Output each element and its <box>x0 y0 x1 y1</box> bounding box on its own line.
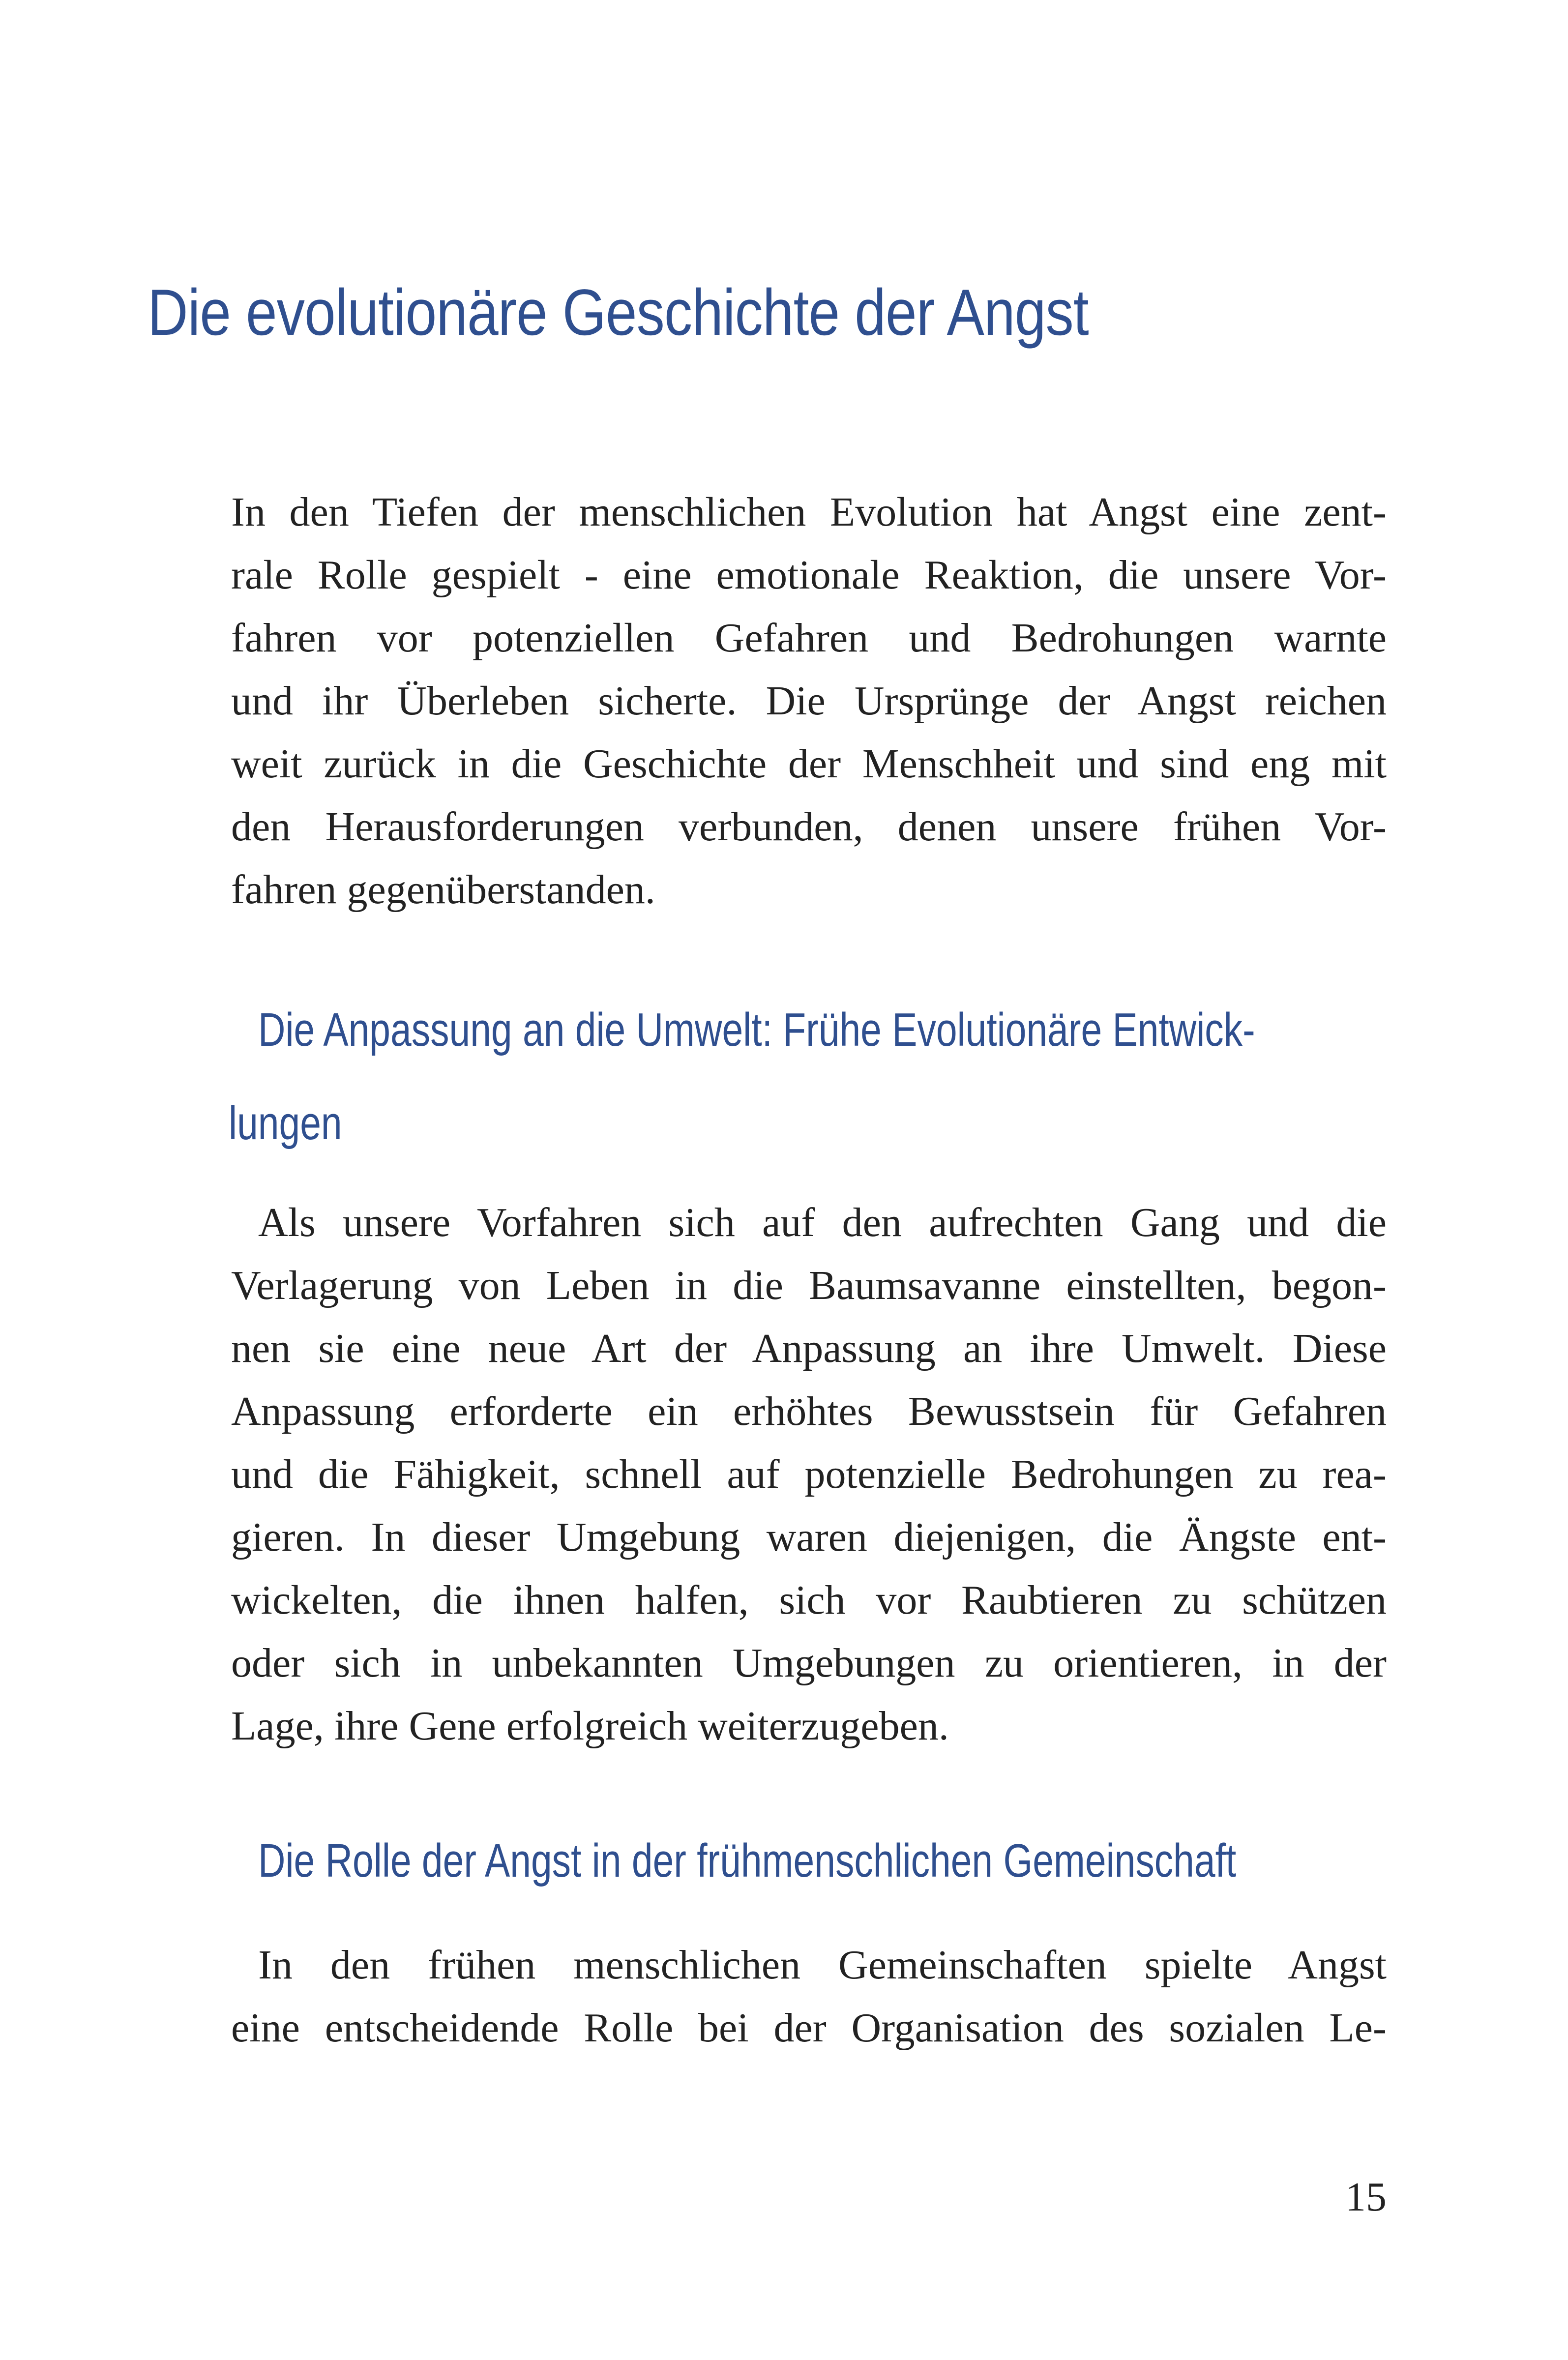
text-line: wickelten, die ihnen halfen, sich vor Raubtieren zu schützen <box>231 1577 1387 1623</box>
page-number: 15 <box>1345 2174 1387 2220</box>
chapter-title: Die evolutionäre Geschichte der Angst <box>148 276 1089 349</box>
section-heading-environment-cont: lungen <box>229 1097 342 1150</box>
text-line: Als unsere Vorfahren sich auf den aufrechten Gang und die <box>258 1200 1387 1245</box>
text-line: weit zurück in die Geschichte der Menschheit und sind eng mit <box>231 741 1387 787</box>
section-heading-environment: Die Anpassung an die Umwelt: Frühe Evolutionäre Entwick- <box>258 1003 1255 1056</box>
text-line: den Herausforderungen verbunden, denen unsere frühen Vor- <box>231 804 1387 850</box>
text-line: rale Rolle gespielt - eine emotionale Reaktion, die unsere Vor- <box>231 552 1387 598</box>
text-line: gieren. In dieser Umgebung waren diejenigen, die Ängste ent- <box>231 1514 1387 1560</box>
text-line: Anpassung erforderte ein erhöhtes Bewusstsein für Gefahren <box>231 1388 1387 1434</box>
text-line: nen sie eine neue Art der Anpassung an ihre Umwelt. Diese <box>231 1326 1387 1371</box>
text-line: Verlagerung von Leben in die Baumsavanne einstellten, begon- <box>231 1263 1387 1308</box>
text-line: und die Fähigkeit, schnell auf potenzielle Bedrohungen zu rea- <box>231 1451 1387 1497</box>
text-line: In den frühen menschlichen Gemeinschaften spielte Angst <box>258 1942 1387 1988</box>
section-heading-community: Die Rolle der Angst in der frühmenschlichen Gemeinschaft <box>258 1834 1237 1887</box>
text-line: fahren gegenüberstanden. <box>231 867 655 913</box>
text-line: oder sich in unbekannten Umgebungen zu orientieren, in der <box>231 1640 1387 1686</box>
text-line: fahren vor potenziellen Gefahren und Bedrohungen warnte <box>231 615 1387 661</box>
text-line: und ihr Überleben sicherte. Die Ursprünge der Angst reichen <box>231 678 1387 724</box>
text-line: eine entscheidende Rolle bei der Organisation des sozialen Le- <box>231 2005 1387 2051</box>
text-line: Lage, ihre Gene erfolgreich weiterzugeben. <box>231 1703 949 1749</box>
text-line: In den Tiefen der menschlichen Evolution hat Angst eine zent- <box>231 489 1387 535</box>
